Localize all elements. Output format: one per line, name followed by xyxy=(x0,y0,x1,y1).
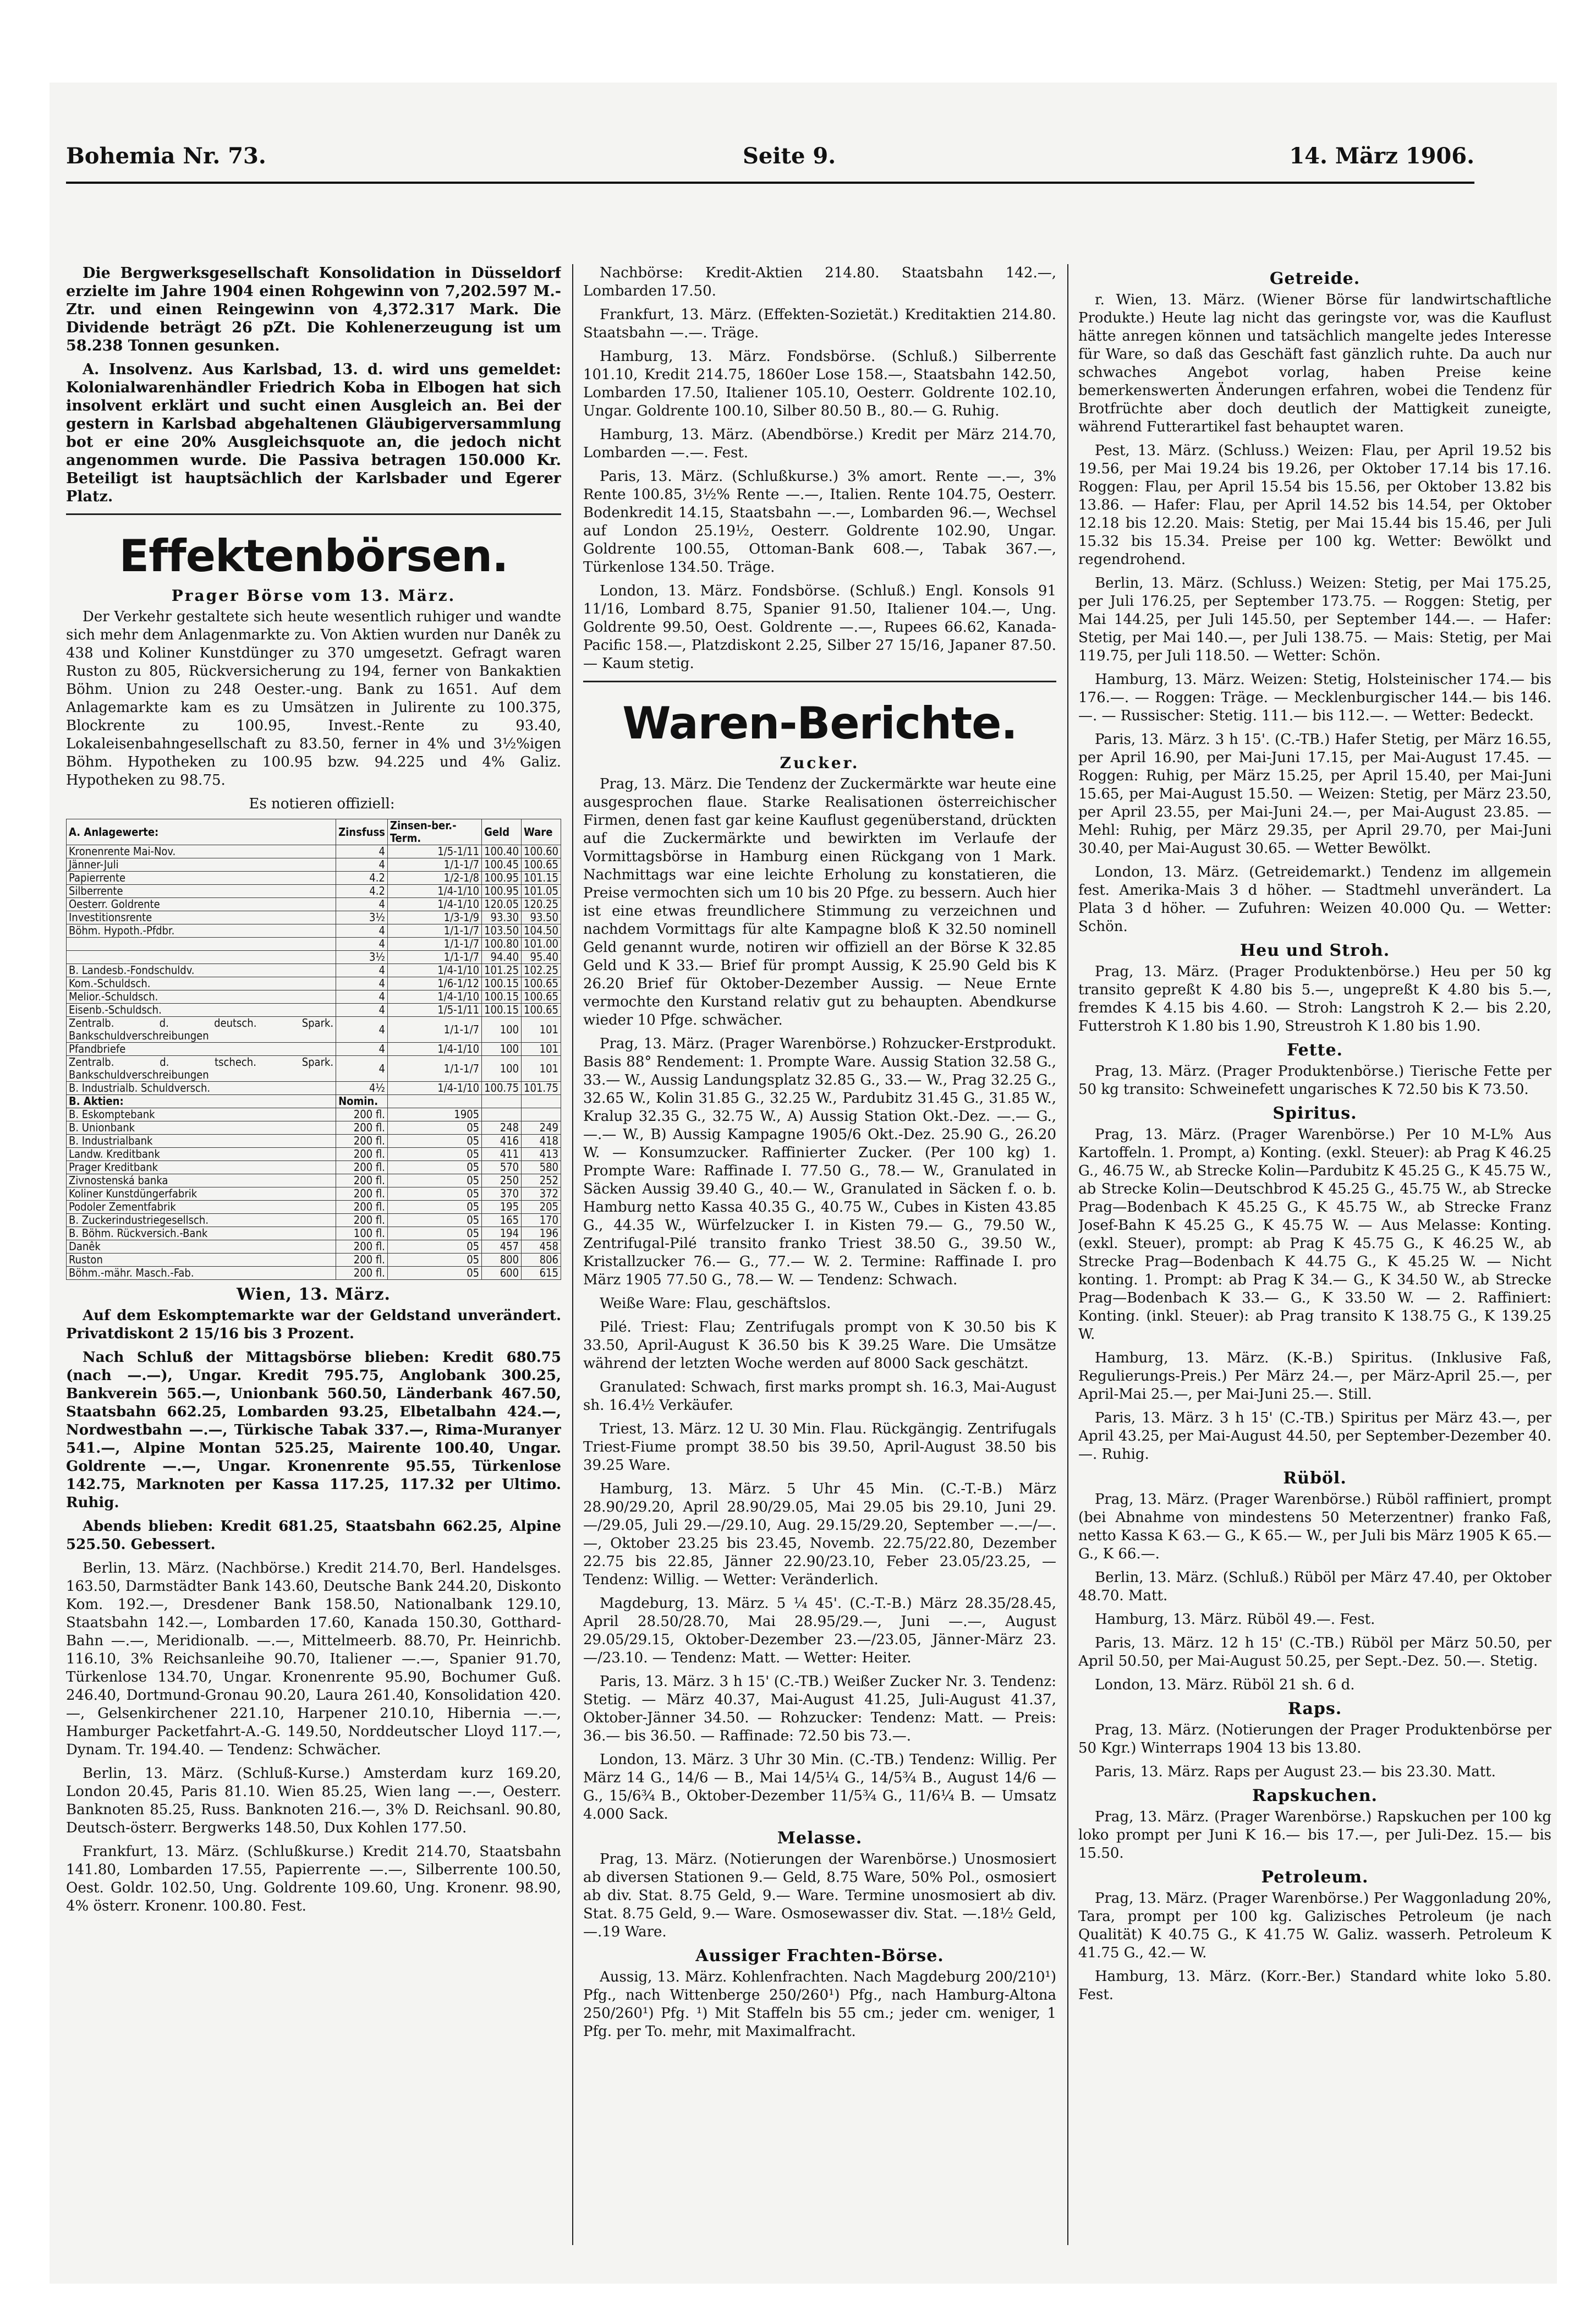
table-cell: 100 xyxy=(482,1017,522,1043)
news-paragraph: Hamburg, 13. März. (K.-B.) Spiritus. (Inklusive Faß, Regulierungs-Preis.) Per März 24.—, per März-April 25.—, per April-Mai 25.—, per Mai-Juni 25.—. Still. xyxy=(1078,1350,1551,1403)
table-cell: 200 fl. xyxy=(336,1161,388,1174)
table-cell: 4.2 xyxy=(336,885,388,898)
table-cell: B. Landesb.-Fondschuldv. xyxy=(67,964,336,977)
news-paragraph: Die Bergwerksgesellschaft Konsolidation in Düsseldorf erzielte im Jahre 1904 einen Rohgewinn von 7,202.597 M.-Ztr. und einen Reingewinn von 4,372.317 Mark. Die Dividende beträgt 26 pZt. Die Kohlenerzeugung ist um 58.238 Tonnen gesunken. xyxy=(66,265,561,354)
table-cell: 1/1-1/7 xyxy=(387,951,481,964)
news-paragraph: Frankfurt, 13. März. (Schlußkurse.) Kredit 214.70, Staatsbahn 141.80, Lombarden 17.55, Papierrente —.—, Silberrente 100.50, Oest. Goldr. 102.50, Ung. Goldrente 109.60, Ung. Kronenr. 98.90, 4% österr. Kronenr. 100.80. Fest. xyxy=(66,1843,561,1914)
table-cell: Investitionsrente xyxy=(67,911,336,924)
news-paragraph: Abends blieben: Kredit 681.25, Staatsbahn 662.25, Alpine 525.50. Gebessert. xyxy=(66,1518,561,1553)
table-cell: 1/4-1/10 xyxy=(387,1043,481,1056)
table-cell: 418 xyxy=(522,1135,561,1148)
table-cell: 100.40 xyxy=(482,845,522,858)
table-cell: 100.65 xyxy=(522,858,561,872)
news-paragraph: Hamburg, 13. März. Fondsbörse. (Schluß.) Silberrente 101.10, Kredit 214.75, 1860er Lose 158.—, Staatsbahn 142.50, Lombarden 17.50, Italiener 105.10, Oesterr. Goldrente 102.10, Ungar. Goldrente 100.10, Silber 80.50 B., 80.— G. Ruhig. xyxy=(583,348,1056,419)
news-paragraph: Prag, 13. März. (Prager Produktenbörse.) Heu per 50 kg transito gepreßt K 4.80 bis 5.—, ungepreßt K 4.80 bis 5.—, fremdes K 4.15 bis 4.60. — Stroh: Langstroh K 2.— bis 2.20, Futterstroh K 1.80 bis 1.90, Streustroh K 1.80 bis 1.90. xyxy=(1078,964,1551,1034)
newspaper-page xyxy=(50,83,1557,2284)
news-paragraph: Frankfurt, 13. März. (Effekten-Sozietät.) Kreditaktien 214.80. Staatsbahn —.—. Träge. xyxy=(583,306,1056,341)
column-divider xyxy=(1067,264,1068,2245)
table-cell: 413 xyxy=(522,1148,561,1161)
table-cell: 458 xyxy=(522,1240,561,1253)
table-cell: 100.80 xyxy=(482,938,522,951)
news-paragraph: A. Insolvenz. Aus Karlsbad, 13. d. wird uns gemeldet: Kolonialwarenhändler Friedrich Koba in Elbogen hat sich insolvent erklärt und sucht einen Ausgleich an. Bei der gestern in Karlsbad abgehaltenen Gläubigerversammlung bot er eine 20% Ausgleichsquote an, die jedoch nicht angenommen wurde. Die Passiva betragen 150.000 Kr. Beteiligt ist hauptsächlich der Karlsbader und Egerer Platz. xyxy=(66,361,561,505)
table-cell: 05 xyxy=(387,1201,481,1214)
table-cell: Pfandbriefe xyxy=(67,1043,336,1056)
table-cell: 05 xyxy=(387,1174,481,1187)
table-cell: 200 fl. xyxy=(336,1121,388,1135)
table-cell: 05 xyxy=(387,1227,481,1240)
table-cell: 4 xyxy=(336,938,388,951)
table-row xyxy=(67,1187,561,1201)
news-paragraph: Berlin, 13. März. (Schluß.) Rüböl per März 47.40, per Oktober 48.70. Matt. xyxy=(1078,1569,1551,1604)
news-paragraph: Prag, 13. März. (Prager Produktenbörse.) Tierische Fette per 50 kg transito: Schweinefett ungarisches K 72.50 bis K 73.50. xyxy=(1078,1063,1551,1098)
table-cell: 05 xyxy=(387,1135,481,1148)
section-title: Waren-Berichte. xyxy=(622,698,1017,749)
column-3 xyxy=(1078,264,1551,2256)
table-cell: Papierrente xyxy=(67,872,336,885)
news-paragraph: Berlin, 13. März. (Nachbörse.) Kredit 214.70, Berl. Handelsges. 163.50, Darmstädter Bank 143.60, Deutsche Bank 244.20, Diskonto Kom. 192.—, Dresdener Bank 158.50, Nationalbank 129.10, Staatsbahn 142.—, Lombarden 17.60, Kanada 150.30, Gotthard-Bahn —.—, Meridionalb. —.—, Mittelmeerb. 88.70, Pr. Heinrichb. 116.10, 3% Reichsanleihe 90.70, Italiener —.—, Spanier 91.70, Türkenlose 134.70, Ungar. Kronenrente 95.90, Bochumer Guß. 246.40, Dortmund-Gronau 90.20, Laura 261.40, Konsolidation 420.—, Gelsenkirchener 221.10, Harpener 210.10, Hibernia —.—, Hamburger Packetfahrt-A.-G. 149.50, Norddeutscher Lloyd 117.—, Dynam. Tr. 194.40. — Tendenz: Schwächer. xyxy=(66,1560,561,1758)
table-header: B. Aktien: xyxy=(67,1095,336,1108)
table-cell: 101 xyxy=(522,1056,561,1082)
table-cell: 100.65 xyxy=(522,977,561,990)
table-cell: 101 xyxy=(522,1043,561,1056)
table-cell: 200 fl. xyxy=(336,1135,388,1148)
section-heading: Raps. xyxy=(1287,1699,1342,1718)
news-paragraph: London, 13. März. Fondsbörse. (Schluß.) Engl. Konsols 91 11/16, Lombard 8.75, Spanier 91.50, Italiener 104.—, Ung. Goldrente 99.50, Oest. Goldrente —.—, Rupees 66.62, Kanada-Pacific 158.—, Platzdiskont 2.25, Silber 27 15/16, Japaner 87.50. — Kaum stetig. xyxy=(583,583,1056,672)
table-cell: Oesterr. Goldrente xyxy=(67,898,336,911)
news-paragraph: Prag, 13. März. (Notierungen der Prager Produktenbörse per 50 Kgr.) Winterraps 1904 13 bis 13.80. xyxy=(1078,1722,1551,1756)
section-heading: Aussiger Frachten-Börse. xyxy=(695,1946,944,1966)
news-paragraph: Aussig, 13. März. Kohlenfrachten. Nach Magdeburg 200/210¹) Pfg., nach Wittenberge 250/260¹) Pfg., nach Hamburg-Altona 250/260¹) Pfg. ¹) Mit Staffeln bis 55 cm.; jeder cm. weniger, 1 Pfg. per To. mehr, mit Maximalfracht. xyxy=(583,1969,1056,2040)
news-paragraph: Hamburg, 13. März. Weizen: Stetig, Holsteinischer 174.— bis 176.—. — Roggen: Träge. — Mecklenburgischer 144.— bis 146.—. — Russischer: Stetig. 111.— bis 112.—. — Wetter: Bedeckt. xyxy=(1078,671,1551,724)
table-cell: Koliner Kunstdüngerfabrik xyxy=(67,1187,336,1201)
table-cell: 1/1-1/7 xyxy=(387,1056,481,1082)
table-cell: 1/6-1/12 xyxy=(387,977,481,990)
news-paragraph: Prag, 13. März. (Prager Warenbörse.) Rapskuchen per 100 kg loko prompt per Juni K 16.— bis 17.—, per Juli-Dez. 15.— bis 15.50. xyxy=(1078,1809,1551,1862)
table-cell: 05 xyxy=(387,1253,481,1267)
table-cell: B. Unionbank xyxy=(67,1121,336,1135)
table-row xyxy=(67,1267,561,1280)
table-cell: 1/1-1/7 xyxy=(387,924,481,938)
news-paragraph: Paris, 13. März. 3 h 15' (C.-TB.) Spiritus per März 43.—, per April 43.25, per Mai-August 44.50, per September-Dezember 40.—. Ruhig. xyxy=(1078,1410,1551,1463)
column-divider xyxy=(572,264,573,2245)
news-paragraph: Hamburg, 13. März. (Korr.-Ber.) Standard white loko 5.80. Fest. xyxy=(1078,1968,1551,2003)
news-paragraph: r. Wien, 13. März. (Wiener Börse für landwirtschaftliche Produkte.) Heute lag nicht das geringste vor, was die Kauflust hätte anregen können und tatsächlich mangelte jedes Interesse für Ware, so daß das Geschäft fast gänzlich ruhte. Da auch nur schwaches Angebot vorlag, haben Preise keine bemerkenswerten Änderungen erfahren, wobei die Tendenz für Brotfrüchte aber doch deutlich der Mattigkeit zuneigte, während Futterartikel fast behauptet waren. xyxy=(1078,292,1551,435)
table-cell: 1/4-1/10 xyxy=(387,885,481,898)
table-cell: 248 xyxy=(482,1121,522,1135)
page-number: Seite 9. xyxy=(743,143,836,169)
table-cell: Böhm. Hypoth.-Pfdbr. xyxy=(67,924,336,938)
table-cell: 4½ xyxy=(336,1082,388,1095)
table-cell: 100 fl. xyxy=(336,1227,388,1240)
column-2 xyxy=(583,264,1056,2256)
table-cell: 4 xyxy=(336,858,388,872)
table-cell: 101 xyxy=(522,1017,561,1043)
table-cell: 200 fl. xyxy=(336,1201,388,1214)
table-row xyxy=(67,951,561,964)
table-row xyxy=(67,1043,561,1056)
table-cell: 100.60 xyxy=(522,845,561,858)
table-cell: B. Industrialb. Schuldversch. xyxy=(67,1082,336,1095)
table-row xyxy=(67,1017,561,1043)
table-cell: 200 fl. xyxy=(336,1187,388,1201)
table-cell: 372 xyxy=(522,1187,561,1201)
table-cell: 250 xyxy=(482,1174,522,1187)
table-row xyxy=(67,1056,561,1082)
news-paragraph: Prag, 13. März. Die Tendenz der Zuckermärkte war heute eine ausgesprochen flaue. Starke Realisationen österreichischer Firmen, denen fast gar keine Kauflust gegenüberstand, drückten auf die Zuckermärkte und bewirkten im Verlaufe der Vormittagsbörse in Hamburg einen Rückgang von 1 Mark. Nachmittags war eine leichte Erholung zu konstatieren, die Preise vermochten sich um 10 bis 20 Pfge. zu bessern. Auch hier ist eine etwas freundlichere Stimmung zu verzeichnen und nachdem Vormittags für alte Kampagne bloß K 32.50 nominell Geld genannt wurde, notiren wir offiziell an der Börse K 32.85 Geld und K 33.— Brief für prompt Aussig, K 25.90 Geld bis K 26.20 Brief für Oktober-Dezember Aussig. — Neue Ernte vermochte den Kurstand relativ gut zu behaupten. Abendkurse wieder 10 Pfge. schwächer. xyxy=(583,776,1056,1028)
table-cell: B. Zuckerindustriegesellsch. xyxy=(67,1214,336,1227)
table-cell: 101.15 xyxy=(522,872,561,885)
table-cell: 101.05 xyxy=(522,885,561,898)
table-cell: 1/1-1/7 xyxy=(387,1017,481,1043)
section-heading: Rapskuchen. xyxy=(1252,1786,1378,1805)
table-cell: B. Eskomptebank xyxy=(67,1108,336,1121)
table-cell: 1/3-1/9 xyxy=(387,911,481,924)
table-cell: Silberrente xyxy=(67,885,336,898)
table-cell: 4 xyxy=(336,845,388,858)
table-cell: 95.40 xyxy=(522,951,561,964)
table-row xyxy=(67,885,561,898)
table-header: Geld xyxy=(482,819,522,845)
table-cell: 100 xyxy=(482,1043,522,1056)
table-row xyxy=(67,1161,561,1174)
news-paragraph: Hamburg, 13. März. Rüböl 49.—. Fest. xyxy=(1095,1611,1375,1628)
table-cell: Zivnostenská banka xyxy=(67,1174,336,1187)
table-cell: 1/1-1/7 xyxy=(387,938,481,951)
table-row xyxy=(67,1082,561,1095)
table-header: A. Anlagewerte: xyxy=(67,819,336,845)
table-cell: Danêk xyxy=(67,1240,336,1253)
news-paragraph: Berlin, 13. März. (Schluss.) Weizen: Stetig, per Mai 175.25, per Juli 176.25, per September 173.75. — Roggen: Stetig, per Mai 144.25, per Juli 145.50, per September 144.—. — Hafer: Stetig, per Mai 140.—, per Juli 138.75. — Mais: Stetig, per Mai 119.75, per Juli 118.50. — Wetter: Schön. xyxy=(1078,575,1551,664)
section-heading: Spiritus. xyxy=(1273,1104,1357,1123)
news-paragraph: Paris, 13. März. 12 h 15' (C.-TB.) Rüböl per März 50.50, per April 50.50, per Mai-August 50.25, per Sept.-Dez. 50.—. Stetig. xyxy=(1078,1635,1551,1669)
table-cell: 100.15 xyxy=(482,977,522,990)
separator xyxy=(583,681,1056,682)
section-heading: Getreide. xyxy=(1269,269,1361,288)
table-cell: 249 xyxy=(522,1121,561,1135)
table-cell: 600 xyxy=(482,1267,522,1280)
table-cell xyxy=(522,1108,561,1121)
table-row xyxy=(67,938,561,951)
table-cell: 1/5-1/11 xyxy=(387,845,481,858)
table-row xyxy=(67,872,561,885)
table-cell: 93.50 xyxy=(522,911,561,924)
section-heading: Heu und Stroh. xyxy=(1239,941,1390,960)
table-cell xyxy=(67,938,336,951)
table-cell: 252 xyxy=(522,1174,561,1187)
news-paragraph: London, 13. März. (Getreidemarkt.) Tendenz im allgemein fest. Amerika-Mais 3 d höher. — Stadtmehl unverändert. La Plata 3 d höher. — Zufuhren: Weizen 40.000 Qu. — Wetter: Schön. xyxy=(1078,864,1551,935)
table-header: Nomin. xyxy=(336,1095,388,1108)
table-cell: 200 fl. xyxy=(336,1240,388,1253)
table-cell: 457 xyxy=(482,1240,522,1253)
quotes-table xyxy=(66,819,561,1280)
table-cell: 1/4-1/10 xyxy=(387,1082,481,1095)
table-row xyxy=(67,1214,561,1227)
table-cell: 615 xyxy=(522,1267,561,1280)
news-paragraph: Nach Schluß der Mittagsbörse blieben: Kredit 680.75 (nach —.—), Ungar. Kredit 795.75, Anglobank 300.25, Bankverein 565.—, Unionbank 560.50, Länderbank 467.50, Staatsbahn 662.25, Lombarden 93.25, Elbetalbahn 424.—, Nordwestbahn —.—, Türkische Tabak 337.—, Rima-Muranyer 541.—, Alpine Montan 525.25, Mairente 100.40, Ungar. Goldrente —.—, Ungar. Kronenrente 95.55, Türkenlose 142.75, Marknoten per Kassa 117.25, 117.32 per Ultimo. Ruhig. xyxy=(66,1349,561,1511)
separator xyxy=(66,513,561,515)
news-paragraph: Prag, 13. März. (Prager Warenbörse.) Per 10 M-L% Aus Kartoffeln. 1. Prompt, a) Konting. (exkl. Steuer): ab Prag K 46.25 G., 46.75 W., ab Strecke Kolin—Pardubitz K 45.25 G., K 45.75 W., ab Strecke Kolin—Deutschbrod K 45.25 G., 45.75 W., ab Strecke Prag—Bodenbach K 45.25 G., K 45.75 W., ab Strecke Franz Josef-Bahn K 45.25 G., K 45.75 W. — Aus Melasse: Konting. (exkl. Steuer), prompt: ab Prag K 45.75 G., K 46.25 W., ab Strecke Prag—Bodenbach K 44.75 G., K 45.25 W. — Nicht konting. 1. Prompt: ab Prag K 34.— G., K 34.50 W., ab Strecke Prag—Bodenbach K 33.— G., K 33.50 W. — 2. Raffiniert: Konting. (inkl. Steuer): ab Prag transito K 138.75 G., K 139.25 W. xyxy=(1078,1126,1551,1343)
table-cell: Kronenrente Mai-Nov. xyxy=(67,845,336,858)
table-cell: 100.45 xyxy=(482,858,522,872)
table-cell: 580 xyxy=(522,1161,561,1174)
table-row xyxy=(67,1174,561,1187)
table-caption: Es notieren offiziell: xyxy=(249,796,395,812)
table-row xyxy=(67,1108,561,1121)
news-paragraph: Hamburg, 13. März. (Abendbörse.) Kredit per März 214.70, Lombarden —.—. Fest. xyxy=(583,426,1056,461)
table-cell: 1/2-1/8 xyxy=(387,872,481,885)
table-row xyxy=(67,911,561,924)
table-cell xyxy=(67,951,336,964)
table-row xyxy=(67,845,561,858)
table-cell: 1/5-1/11 xyxy=(387,1004,481,1017)
table-cell: 05 xyxy=(387,1161,481,1174)
table-cell: Zentralb. d. deutsch. Spark. Bankschuldverschreibungen xyxy=(67,1017,336,1043)
table-cell: 101.25 xyxy=(482,964,522,977)
news-paragraph: Hamburg, 13. März. 5 Uhr 45 Min. (C.-T.-B.) März 28.90/29.20, April 28.90/29.05, Mai 29.05 bis 29.10, Juni 29.—/29.05, Juli 29.—/29.10, Aug. 29.15/29.20, September —.—/—.—, Oktober 23.25 bis 23.45, Novemb. 22.75/22.80, Dezember 22.75 bis 22.85, Jänner 22.90/23.10, Feber 23.05/23.25, — Tendenz: Willig. — Wetter: Veränderlich. xyxy=(583,1481,1056,1588)
news-paragraph: Paris, 13. März. (Schlußkurse.) 3% amort. Rente —.—, 3% Rente 100.85, 3½% Rente —.—, Italien. Rente 104.75, Oesterr. Bodenkredit 14.15, Staatsbahn —.—, Lombarden 96.—, Wechsel auf London 25.19½, Oesterr. Goldrente 102.90, Ungar. Goldrente 100.55, Ottoman-Bank 608.—, Tabak 367.—, Türkenlose 134.50. Träge. xyxy=(583,468,1056,576)
table-cell: 1905 xyxy=(387,1108,481,1121)
table-cell: 4 xyxy=(336,924,388,938)
table-cell: 194 xyxy=(482,1227,522,1240)
table-cell: 05 xyxy=(387,1240,481,1253)
table-cell: 4 xyxy=(336,977,388,990)
table-cell: Böhm.-mähr. Masch.-Fab. xyxy=(67,1267,336,1280)
issue-date: 14. März 1906. xyxy=(1289,143,1474,169)
table-cell: 1/4-1/10 xyxy=(387,964,481,977)
section-heading: Petroleum. xyxy=(1261,1868,1369,1887)
table-cell: 104.50 xyxy=(522,924,561,938)
table-row xyxy=(67,1253,561,1267)
table-cell: 100 xyxy=(482,1056,522,1082)
issue-number: Bohemia Nr. 73. xyxy=(66,143,266,169)
news-paragraph: Paris, 13. März. Raps per August 23.— bis 23.30. Matt. xyxy=(1095,1764,1496,1780)
table-cell: 196 xyxy=(522,1227,561,1240)
news-paragraph: Weiße Ware: Flau, geschäftslos. xyxy=(600,1295,831,1312)
table-row xyxy=(67,1135,561,1148)
table-header: Ware xyxy=(522,819,561,845)
table-cell: 05 xyxy=(387,1267,481,1280)
table-cell: 3½ xyxy=(336,951,388,964)
table-row xyxy=(67,1121,561,1135)
news-paragraph: Magdeburg, 13. März. 5 ¼ 45'. (C.-T.-B.) März 28.35/28.45, April 28.50/28.70, Mai 28.95/29.—, Juni —.—, August 29.05/29.15, Oktober-Dezember 23.—/23.05, Jänner-März 23.—/23.10. — Tendenz: Matt. — Wetter: Heiter. xyxy=(583,1595,1056,1666)
table-cell: 120.25 xyxy=(522,898,561,911)
table-cell: 416 xyxy=(482,1135,522,1148)
table-row xyxy=(67,1201,561,1214)
page-header xyxy=(66,143,1474,176)
table-cell: 200 fl. xyxy=(336,1214,388,1227)
table-cell: 100.65 xyxy=(522,990,561,1004)
table-cell: 100.15 xyxy=(482,990,522,1004)
section-subtitle: Zucker. xyxy=(780,754,860,772)
table-cell: 93.30 xyxy=(482,911,522,924)
news-paragraph: Prag, 13. März. (Prager Warenbörse.) Rohzucker-Erstprodukt. Basis 88° Rendement: 1. Prompte Ware. Aussig Station 32.58 G., 33.— W., Aussig Landungsplatz 32.85 G., 33.— W., Prag 32.25 G., 32.65 W., Kolin 31.85 G., 32.25 W., Pardubitz 31.45 G., 31.85 W., Kralup 32.35 G., 32.75 W., A) Aussig Station Okt.-Dez. —.— G., —.— W., B) Aussig Kampagne 1905/6 Okt.-Dez. 25.90 G., 26.20 W. — Konsumzucker. Raffinierter Zucker. (Per 100 kg) 1. Prompte Ware: Raffinade I. 77.50 G., 78.— W., Granulated in Säcken Aussig 39.40 G., 40.— W., Granulated in Säcken f. o. b. Hamburg netto Kassa 40.35 G., 40.75 W., Cubes in Kisten 43.85 G., 44.35 W., Würfelzucker I. in Kisten 79.— G., 79.50 W., Zentrifugal-Pilé transito franko Triest 38.50 G., 39.50 W., Kristallzucker 76.— G., 77.— W. 2. Termine: Raffinade I. pro März 1905 77.50 G., 78.— W. — Tendenz: Schwach. xyxy=(583,1036,1056,1288)
section-heading: Fette. xyxy=(1287,1041,1343,1060)
section-heading: Melasse. xyxy=(777,1829,863,1848)
table-cell: 200 fl. xyxy=(336,1148,388,1161)
table-cell: 101.75 xyxy=(522,1082,561,1095)
table-cell: 120.05 xyxy=(482,898,522,911)
table-row xyxy=(67,858,561,872)
table-cell: 100.65 xyxy=(522,1004,561,1017)
news-paragraph: Der Verkehr gestaltete sich heute wesentlich ruhiger und wandte sich mehr dem Anlagenmarkte zu. Von Aktien wurden nur Danêk zu 438 und Koliner Kunstdünger zu 370 umgesetzt. Gefragt waren Ruston zu 805, Rückversicherung zu 194, ferner von Bankaktien Böhm. Union zu 248 Oester.-ung. Bank zu 1651. Auf dem Anlagemarkte kam es zu Umsätzen in Julirente zu 100.375, Blockrente zu 100.95, Invest.-Rente zu 93.40, Lokaleisenbahngesellschaft zu 83.50, ferner in 4% und 3½%igen Böhm. Hypotheken zu 100.95 bzw. 94.225 und 4% Galiz. Hypotheken zu 98.75. xyxy=(66,609,561,789)
table-cell: 05 xyxy=(387,1187,481,1201)
section-subtitle: Prager Börse vom 13. März. xyxy=(171,587,456,605)
table-cell: 94.40 xyxy=(482,951,522,964)
table-cell: 4 xyxy=(336,898,388,911)
news-paragraph: Paris, 13. März. 3 h 15'. (C.-TB.) Hafer Stetig, per März 16.55, per April 16.90, per Mai-Juni 17.15, per Mai-August 17.45. — Roggen: Ruhig, per März 15.25, per April 15.40, per Mai-Juni 15.65, per Mai-August 15.50. — Weizen: Stetig, per März 23.50, per April 23.55, per Mai-Juni 24.—, per Mai-August 23.85. — Mehl: Ruhig, per März 29.35, per April 29.70, per Mai-Juni 30.40, per Mai-August 30.65. — Wetter Bewölkt. xyxy=(1078,731,1551,857)
news-paragraph: Granulated: Schwach, first marks prompt sh. 16.3, Mai-August sh. 16.4½ Verkäufer. xyxy=(583,1379,1056,1414)
table-cell: 101.00 xyxy=(522,938,561,951)
section-title: Effektenbörsen. xyxy=(119,530,508,582)
table-cell: 4 xyxy=(336,990,388,1004)
table-cell: Kom.-Schuldsch. xyxy=(67,977,336,990)
news-paragraph: Nachbörse: Kredit-Aktien 214.80. Staatsbahn 142.—, Lombarden 17.50. xyxy=(583,265,1056,299)
news-paragraph: Triest, 13. März. 12 U. 30 Min. Flau. Rückgängig. Zentrifugals Triest-Fiume prompt 38.50 bis 39.50, April-August 38.50 bis 39.25 Ware. xyxy=(583,1421,1056,1474)
table-row xyxy=(67,964,561,977)
column-1 xyxy=(66,264,561,2256)
table-cell: 4 xyxy=(336,1004,388,1017)
table-cell: Podoler Zementfabrik xyxy=(67,1201,336,1214)
table-cell xyxy=(482,1108,522,1121)
news-paragraph: London, 13. März. 3 Uhr 30 Min. (C.-TB.) Tendenz: Willig. Per März 14 G., 14/6 — B., Mai 14/5¼ G., 14/5¾ B., August 14/6 — G., 15/6¾ B., Oktober-Dezember 11/5¾ G., 11/6¼ B. — Umsatz 4.000 Sack. xyxy=(583,1751,1056,1822)
table-cell: 165 xyxy=(482,1214,522,1227)
table-cell: Eisenb.-Schuldsch. xyxy=(67,1004,336,1017)
section-heading: Rüböl. xyxy=(1283,1469,1347,1488)
table-cell: 200 fl. xyxy=(336,1174,388,1187)
table-cell: 4 xyxy=(336,1043,388,1056)
table-cell: 4 xyxy=(336,1017,388,1043)
table-cell: 1/4-1/10 xyxy=(387,898,481,911)
news-paragraph: Auf dem Eskomptemarkte war der Geldstand unverändert. Privatdiskont 2 15/16 bis 3 Prozent. xyxy=(66,1307,561,1342)
table-cell: 4 xyxy=(336,1056,388,1082)
table-row xyxy=(67,1004,561,1017)
table-cell: 100.75 xyxy=(482,1082,522,1095)
table-cell: 411 xyxy=(482,1148,522,1161)
table-cell: 100.15 xyxy=(482,1004,522,1017)
news-paragraph: Prag, 13. März. (Prager Warenbörse.) Per Waggonladung 20%, Tara, prompt per 100 kg. Galizisches Petroleum (je nach Qualität) K 40.75 G., K 41.75 W. Galiz. wasserh. Petroleum K 41.75 G., 42.— W. xyxy=(1078,1890,1551,1961)
table-row xyxy=(67,1227,561,1240)
table-header: Zinsfuss xyxy=(336,819,388,845)
table-row xyxy=(67,1148,561,1161)
table-cell: B. Industrialbank xyxy=(67,1135,336,1148)
table-row xyxy=(67,977,561,990)
table-cell: 200 fl. xyxy=(336,1267,388,1280)
table-row xyxy=(67,1240,561,1253)
table-cell: 4.2 xyxy=(336,872,388,885)
table-cell: 200 fl. xyxy=(336,1253,388,1267)
table-cell: 1/1-1/7 xyxy=(387,858,481,872)
table-cell: B. Böhm. Rückversich.-Bank xyxy=(67,1227,336,1240)
table-cell: 205 xyxy=(522,1201,561,1214)
table-cell: 200 fl. xyxy=(336,1108,388,1121)
table-row xyxy=(67,924,561,938)
table-cell: Prager Kreditbank xyxy=(67,1161,336,1174)
table-row xyxy=(67,990,561,1004)
table-row xyxy=(67,898,561,911)
table-cell: 05 xyxy=(387,1121,481,1135)
news-paragraph: Prag, 13. März. (Notierungen der Warenbörse.) Unosmosiert ab diversen Stationen 9.— Geld, 8.75 Ware, 50% Pol., osmosiert ab div. Stat. 8.75 Geld, 9.— Ware. Termine unosmosiert ab div. Stat. 8.75 Geld, 9.— Ware. Osmosewasser div. Stat. —.18½ Geld, —.19 Ware. xyxy=(583,1851,1056,1940)
news-paragraph: Berlin, 13. März. (Schluß-Kurse.) Amsterdam kurz 169.20, London 20.45, Paris 81.10. Wien 85.25, Wien lang —.—, Oesterr. Banknoten 85.25, Russ. Banknoten 216.—, 3% D. Reichsanl. 90.80, Deutsch-österr. Bergwerks 148.50, Dux Kohlen 177.50. xyxy=(66,1765,561,1836)
table-cell: 102.25 xyxy=(522,964,561,977)
table-cell: Melior.-Schuldsch. xyxy=(67,990,336,1004)
table-cell: Ruston xyxy=(67,1253,336,1267)
table-cell: 1/4-1/10 xyxy=(387,990,481,1004)
header-rule xyxy=(66,182,1474,184)
table-header: Zinsen-ber.-Term. xyxy=(387,819,481,845)
news-paragraph: Prag, 13. März. (Prager Warenbörse.) Rüböl raffiniert, prompt (bei Abnahme von mindestens 50 Meterzentner) franko Faß, netto Kassa K 63.— G., K 65.— W., per Juli bis März 1905 K 65.— G., K 66.—. xyxy=(1078,1491,1551,1562)
news-paragraph: Pilé. Triest: Flau; Zentrifugals prompt von K 30.50 bis K 33.50, April-August K 36.50 bis K 39.25 Ware. Die Umsätze während der letzten Woche werden auf 8000 Sack geschätzt. xyxy=(583,1319,1056,1372)
table-cell: 370 xyxy=(482,1187,522,1201)
news-paragraph: London, 13. März. Rüböl 21 sh. 6 d. xyxy=(1095,1677,1355,1693)
table-cell: 806 xyxy=(522,1253,561,1267)
table-cell: 170 xyxy=(522,1214,561,1227)
table-cell: 570 xyxy=(482,1161,522,1174)
table-cell: 103.50 xyxy=(482,924,522,938)
table-cell: 4 xyxy=(336,964,388,977)
table-cell: 05 xyxy=(387,1148,481,1161)
table-cell: 05 xyxy=(387,1214,481,1227)
table-cell: 100.95 xyxy=(482,872,522,885)
table-cell: 100.95 xyxy=(482,885,522,898)
news-paragraph: Paris, 13. März. 3 h 15' (C.-TB.) Weißer Zucker Nr. 3. Tendenz: Stetig. — März 40.37, Mai-August 41.25, Juli-August 41.37, Oktober-Jänner 34.50. — Rohzucker: Tendenz: Matt. — Preis: 36.— bis 36.50. — Raffinade: 72.50 bis 73.—. xyxy=(583,1673,1056,1744)
table-cell: 3½ xyxy=(336,911,388,924)
news-paragraph: Pest, 13. März. (Schluss.) Weizen: Flau, per April 19.52 bis 19.56, per Mai 19.24 bis 19.26, per Oktober 17.14 bis 17.16. Roggen: Flau, per April 15.54 bis 15.56, per Oktober 13.82 bis 13.86. — Hafer: Flau, per April 14.52 bis 14.54, per Oktober 12.18 bis 12.20. Mais: Stetig, per Mai 15.44 bis 15.46, per Juli 15.32 bis 15.34. Preise per 100 kg. Wetter: Bewölkt und regendrohend. xyxy=(1078,442,1551,568)
table-cell: 800 xyxy=(482,1253,522,1267)
table-cell: Jänner-Juli xyxy=(67,858,336,872)
table-cell: 195 xyxy=(482,1201,522,1214)
table-cell: Landw. Kreditbank xyxy=(67,1148,336,1161)
table-cell: Zentralb. d. tschech. Spark. Bankschuldverschreibungen xyxy=(67,1056,336,1082)
section-heading: Wien, 13. März. xyxy=(237,1285,391,1304)
